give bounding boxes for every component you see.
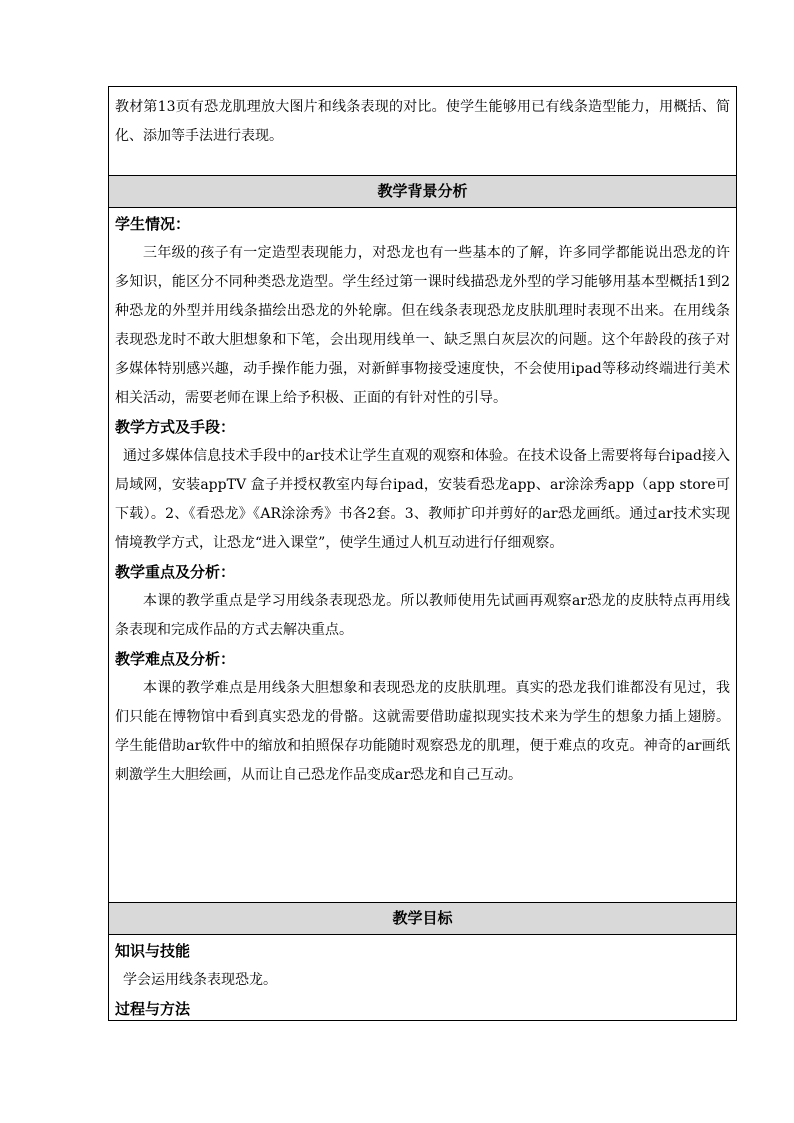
difficulty-label: 教学难点及分析： — [115, 650, 236, 668]
knowledge-skills-text: 学会运用线条表现恐龙。 — [123, 972, 277, 988]
teaching-method-label: 教学方式及手段： — [115, 418, 236, 436]
difficulty-text: 本课的教学难点是用线条大胆想象和表现恐龙的皮肤肌理。真实的恐龙我们谁都没有见过，我们只能在博物馆中看到真实恐龙的骨骼。这就需要借助虚拟现实技术来为学生的想象力插上翅膀。学生能借助ar软件中的缩放和拍照保存功能随时观察恐龙的肌理，便于难点的攻克。神奇的ar画纸刺激学生大胆绘画，从而让自己恐龙作品变成ar恐龙和自己互动。 — [115, 680, 730, 783]
key-point-text: 本课的教学重点是学习用线条表现恐龙。所以教师使用先试画再观察ar恐龙的皮肤特点再用线条表现和完成作品的方式去解决重点。 — [115, 593, 730, 638]
objectives-heading: 教学目标 — [109, 903, 736, 935]
knowledge-skills-label: 知识与技能 — [115, 942, 191, 960]
objectives-cell — [109, 935, 736, 1020]
process-method-label: 过程与方法 — [115, 1000, 191, 1018]
background-analysis-heading: 教学背景分析 — [109, 176, 736, 208]
key-point-label: 教学重点及分析： — [115, 563, 236, 581]
intro-cell — [109, 87, 736, 176]
background-analysis-cell — [109, 208, 736, 903]
student-situation-text: 三年级的孩子有一定造型表现能力，对恐龙也有一些基本的了解，许多同学都能说出恐龙的许多知识，能区分不同种类恐龙造型。学生经过第一课时线描恐龙外型的学习能够用基本型概括1到2种恐龙的外型并用线条描绘出恐龙的外轮廓。但在线条表现恐龙皮肤肌理时表现不出来。在用线条表现恐龙时不敢大胆想象和下笔，会出现用线单一、缺乏黑白灰层次的问题。这个年龄段的孩子对多媒体特别感兴趣，动手操作能力强，对新鲜事物接受速度快，不会使用ipad等移动终端进行美术相关活动，需要老师在课上给予积极、正面的有针对性的引导。 — [115, 245, 730, 406]
lesson-plan-table — [108, 86, 737, 1021]
student-situation-label: 学生情况： — [115, 215, 191, 233]
teaching-method-text: 通过多媒体信息技术手段中的ar技术让学生直观的观察和体验。在技术设备上需要将每台ipad接入局域网，安装appTV 盒子并授权教室内每台ipad，安装看恐龙app、ar涂涂秀app（app store可下载）。2、《看恐龙》《AR涂涂秀》书各2套。3、教师扩印并剪好的ar恐龙画纸。通过ar技术实现情境教学方式，让恐龙“进入课堂”，使学生通过人机互动进行仔细观察。 — [115, 448, 730, 551]
intro-text: 教材第13页有恐龙肌理放大图片和线条表现的对比。使学生能够用已有线条造型能力，用概括、简化、添加等手法进行表现。 — [115, 99, 730, 144]
